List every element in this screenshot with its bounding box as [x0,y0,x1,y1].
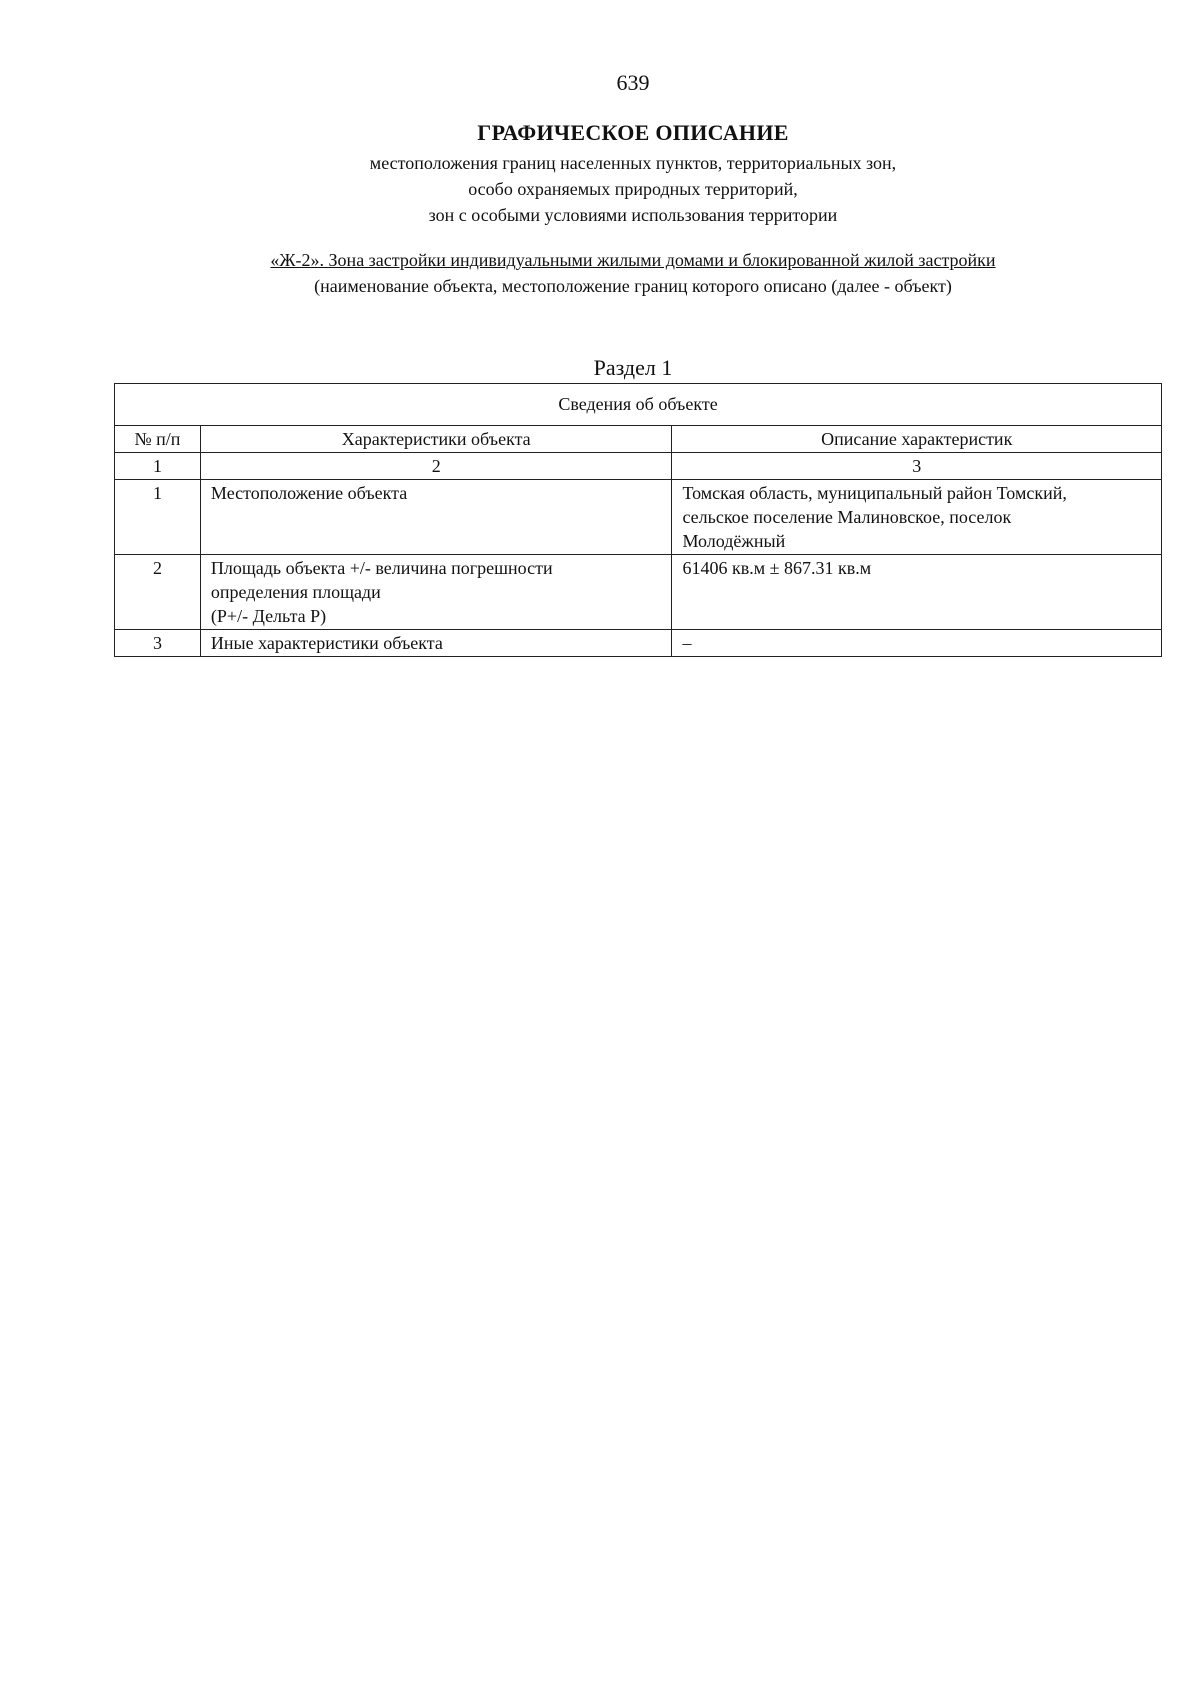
subtitle-line: особо охраняемых природных территорий, [468,179,798,199]
object-info-table [114,383,1162,657]
description-cell [672,480,1162,555]
description-line: Томская область, муниципальный район Томский, [682,483,1067,503]
header-characteristics: Характеристики объекта [200,426,672,453]
row-number: 1 [115,480,201,555]
table-row [115,480,1162,555]
section-title: Раздел 1 [593,355,673,380]
table-header-row [115,426,1162,453]
column-number: 3 [672,453,1162,480]
description-cell [672,630,1162,657]
row-number: 2 [115,555,201,630]
table-caption: Сведения об объекте [115,384,1162,426]
description-line: – [682,633,692,653]
description-cell [672,555,1162,630]
characteristic-line: Местоположение объекта [210,483,408,503]
object-name: «Ж-2». Зона застройки индивидуальными жилыми домами и блокированной жилой застройки [270,250,996,270]
column-number: 1 [115,453,201,480]
table-row [115,630,1162,657]
header-description: Описание характеристик [672,426,1162,453]
table-caption-row [115,384,1162,426]
characteristic-line: определения площади [210,582,381,602]
description-line: Молодёжный [682,531,786,551]
characteristic-cell [200,555,672,630]
description-line: 61406 кв.м ± 867.31 кв.м [682,558,872,578]
document-heading: ГРАФИЧЕСКОЕ ОПИСАНИЕ [477,120,789,145]
table-row [115,555,1162,630]
characteristic-line: (Р+/- Дельта Р) [210,606,327,626]
characteristic-line: Площадь объекта +/- величина погрешности [210,558,553,578]
column-number: 2 [200,453,672,480]
page-number: 639 [616,70,650,95]
object-name-caption: (наименование объекта, местоположение границ которого описано (далее - объект) [314,276,952,296]
characteristic-line: Иные характеристики объекта [210,633,443,653]
row-number: 3 [115,630,201,657]
column-number-row [115,453,1162,480]
characteristic-cell [200,480,672,555]
subtitle-line: зон с особыми условиями использования территории [428,205,838,225]
document-subtitle [0,150,1200,228]
characteristic-cell [200,630,672,657]
header-number: № п/п [115,426,201,453]
subtitle-line: местоположения границ населенных пунктов, территориальных зон, [369,153,897,173]
description-line: сельское поселение Малиновское, поселок [682,507,1012,527]
